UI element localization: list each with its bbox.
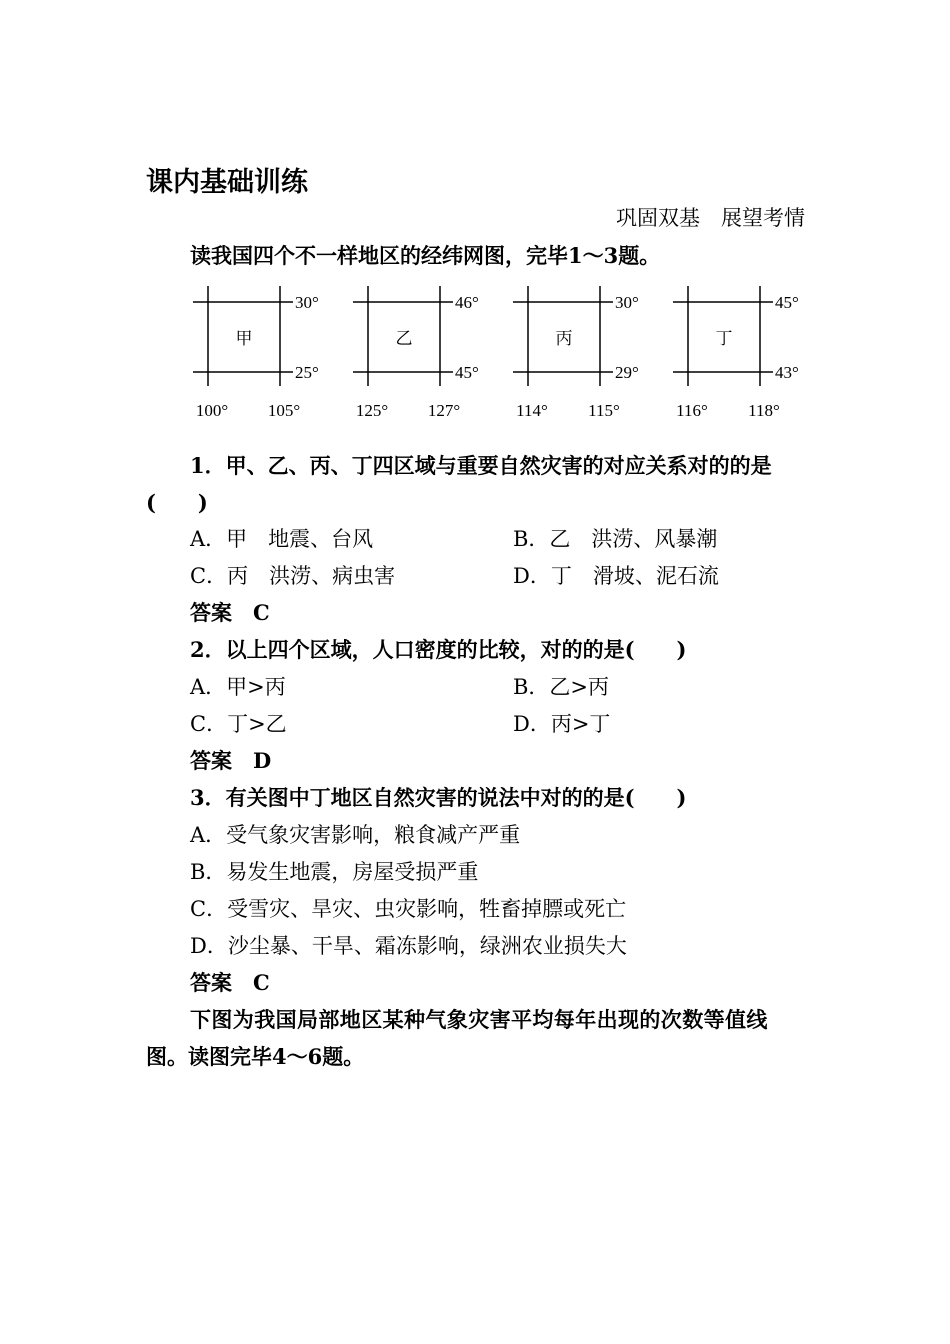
lat-bottom-label: 25° [295,363,319,382]
lat-top-label: 46° [455,293,479,312]
question-1-bracket: ( ) [146,490,208,515]
lat-top-label: 30° [295,293,319,312]
lon-left-label: 114° [516,401,548,420]
q3-option-b: B．易发生地震，房屋受损严重 [190,860,479,884]
lon-left-label: 116° [676,401,708,420]
q3-answer: 答案 C [190,970,270,995]
section-subtitle: 巩固双基 展望考情 [616,206,805,230]
q2-option-c: C．丁>乙 [190,712,287,736]
q1-answer: 答案 C [190,600,270,625]
region-label: 丙 [555,329,573,349]
question-3-stem: 3．有关图中丁地区自然灾害的说法中对的的是( ) [190,785,687,810]
lon-right-label: 118° [748,401,780,420]
q1-option-d: D．丁 滑坡、泥石流 [513,564,719,588]
lat-bottom-label: 45° [455,363,479,382]
lon-left-label: 100° [195,401,229,420]
lat-bottom-label: 29° [615,363,639,382]
lon-right-label: 115° [588,401,620,420]
q2-option-d: D．丙>丁 [513,712,611,736]
lat-bottom-label: 43° [775,363,799,382]
lat-top-label: 45° [775,293,799,312]
q3-option-d: D．沙尘暴、干旱、霜冻影响，绿洲农业损失大 [190,934,627,958]
q3-option-c: C．受雪灾、旱灾、虫灾影响，牲畜掉膘或死亡 [190,897,627,921]
q1-option-a: A．甲 地震、台风 [190,527,374,551]
intro-text-2-cont: 图。读图完毕4～6题。 [146,1044,365,1069]
intro-text-2: 下图为我国局部地区某种气象灾害平均每年出现的次数等值线 [190,1007,768,1032]
region-label: 丁 [715,329,733,349]
lat-top-label: 30° [615,293,639,312]
section-title: 课内基础训练 [146,167,308,198]
q2-option-b: B．乙>丙 [513,675,610,699]
lon-right-label: 105° [267,401,301,420]
q2-answer: 答案 D [190,748,272,773]
question-2-stem: 2．以上四个区域，人口密度的比较，对的的是( ) [190,637,687,662]
lat-lon-grid-figure [185,282,825,427]
q3-option-a: A．受气象灾害影响，粮食减产严重 [190,823,521,847]
lon-right-label: 127° [427,401,461,420]
intro-text-1: 读我国四个不一样地区的经纬网图，完毕1～3题。 [190,243,661,268]
q1-option-b: B．乙 洪涝、风暴潮 [513,527,718,551]
region-label: 乙 [395,329,413,349]
q1-option-c: C．丙 洪涝、病虫害 [190,564,396,588]
q2-option-a: A．甲>丙 [190,675,286,699]
region-label: 甲 [235,329,253,349]
question-1-stem: 1．甲、乙、丙、丁四区域与重要自然灾害的对应关系对的的是 [190,453,772,478]
lon-left-label: 125° [355,401,389,420]
